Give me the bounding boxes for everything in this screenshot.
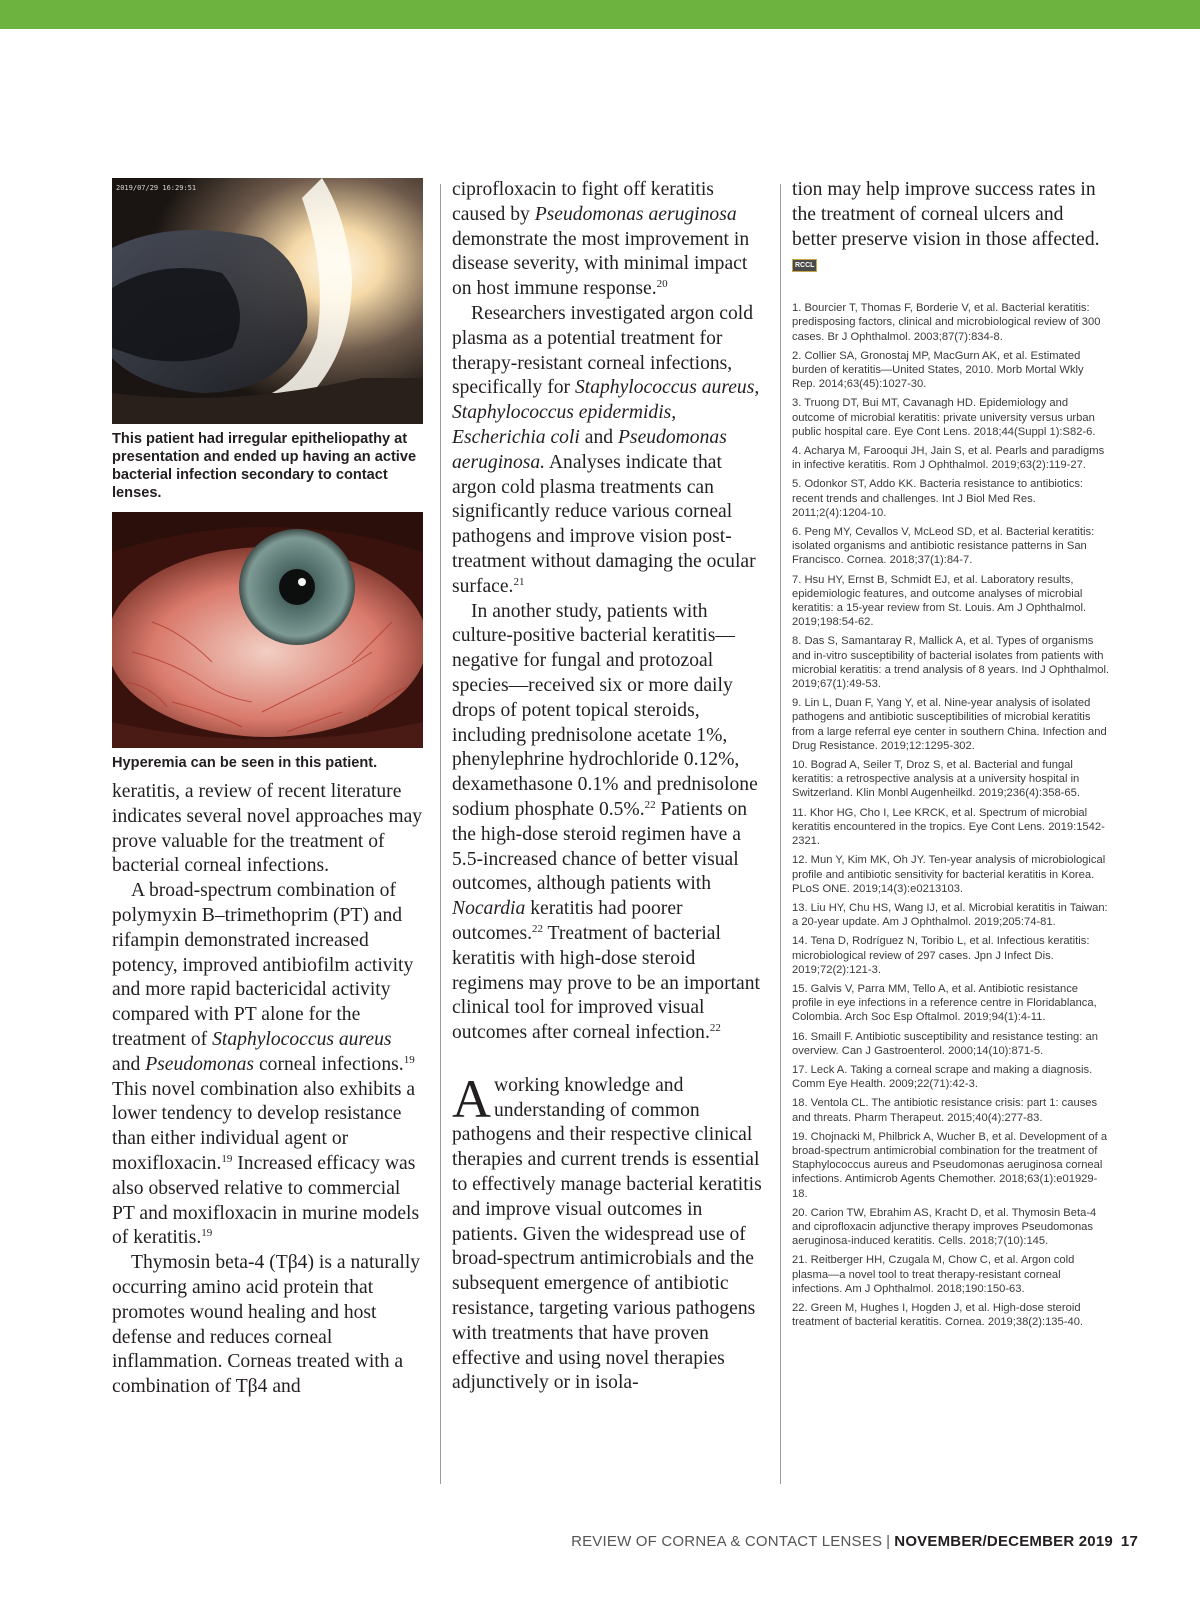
- reference-item: 15. Galvis V, Parra MM, Tello A, et al. Antibiotic resistance profile in eye infections in a reference centre in Floridablanca, Colombia. Arch Soc Esp Oftalmol. 2019;94(1):4-11.: [792, 982, 1097, 1024]
- reference-item: 16. Smaill F. Antibiotic susceptibility and resistance testing: an overview. Can J Gastroenterol. 2000;14(10):871-5.: [792, 1030, 1098, 1057]
- paragraph: Thymosin beta-4 (Tβ4) is a naturally occurring amino acid protein that promotes wound healing and host defense and reduces corneal inflammation. Corneas treated with a combination of Tβ4 and: [112, 1252, 421, 1398]
- reference-item: 4. Acharya M, Farooqui JH, Jain S, et al. Pearls and paradigms in infective keratitis. Rom J Ophthalmol. 2019;63(2):119-27.: [792, 445, 1105, 472]
- reference-item: 12. Mun Y, Kim MK, Oh JY. Ten-year analysis of microbiological profile and antibiotic sensitivity for bacterial keratitis in Korea. PLoS ONE. 2019;14(3):e0213103.: [792, 854, 1106, 895]
- publication-name: REVIEW OF CORNEA & CONTACT LENSES: [571, 1533, 883, 1550]
- paragraph: Researchers investigated argon cold plasma as a potential treatment for therapy-resistant corneal infections, specifically for Staphylococcus aureus, Staphylococcus epidermidis, Escherichia coli and Pseudomonas aeruginosa. Analyses indicate that argon cold plasma treatments can significantly reduce various corneal pathogens and improve vision post-treatment without damaging the ocular surface.$^{21}$: [452, 302, 760, 597]
- reference-item: 11. Khor HG, Cho I, Lee KRCK, et al. Spectrum of microbial keratitis encountered in the tropics. Eye Cont Lens. 2019:1542-2321.: [792, 806, 1105, 848]
- reference-item: 9. Lin L, Duan F, Yang Y, et al. Nine-year analysis of isolated pathogens and antibiotic susceptibilities of microbial keratitis from a large referral eye center in southern China. Infection and Drug Resistance. 2019;12:1295-302.: [792, 697, 1107, 752]
- column-3: [792, 178, 1110, 1334]
- paragraph: ciprofloxacin to fight off keratitis caused by Pseudomonas aeruginosa demonstrate the most improvement in disease severity, with minimal impact on host immune response.$^{20}$: [452, 179, 750, 300]
- reference-item: 20. Carion TW, Ebrahim AS, Kracht D, et al. Thymosin Beta-4 and ciprofloxacin adjunctive therapy improves Pseudomonas aeruginosa-induced keratitis. Cells. 2018;7(10):145.: [792, 1206, 1097, 1248]
- paragraph: In another study, patients with culture-positive bacterial keratitis—negative for fungal and protozoal species—received six or more daily drops of potent topical steroids, including prednisolone acetate 1%, phenylephrine hydrochloride 0.12%, dexamethasone 0.1% and prednisolone sodium phosphate 0.5%.$^{22}$ Patients on the high-dose steroid regimen have a 5.5-increased chance of better visual outcomes, although patients with Nocardia keratitis had poorer outcomes.$^{22}$ Treatment of bacterial keratitis with high-dose steroid regimens may prove to be an important clinical tool for improved visual outcomes after corneal infection.$^{22}$: [452, 600, 760, 1044]
- column-divider-1: [440, 184, 441, 1484]
- drop-cap: A: [452, 1068, 491, 1129]
- reference-item: 5. Odonkor ST, Addo KK. Bacteria resistance to antibiotics: recent trends and challenges. Int J Biol Med Res. 2011;2(4):1204-10.: [792, 478, 1084, 519]
- reference-item: 22. Green M, Hughes I, Hogden J, et al. High-dose steroid treatment of bacterial keratitis. Cornea. 2019;38(2):135-40.: [792, 1301, 1084, 1329]
- column-divider-2: [780, 184, 781, 1484]
- footer-separator: |: [886, 1533, 891, 1550]
- red-eye-image: [112, 512, 423, 748]
- page-number: 17: [1120, 1533, 1138, 1550]
- column-2-body: [452, 178, 770, 1396]
- reference-item: 17. Leck A. Taking a corneal scrape and making a diagnosis. Comm Eye Health. 2009;22(71):42-3.: [792, 1063, 1093, 1091]
- top-color-bar: [0, 0, 1200, 29]
- figure-epitheliopathy-photo: [112, 178, 423, 424]
- conclusion-paragraph: Aworking knowledge and understanding of common pathogens and their respective clinical therapies and current trends is essential to effectively manage bacterial keratitis and improve visual outcomes in patients. Given the widespread use of broad-spectrum antimicrobials and the subsequent emergence of antibiotic resistance, targeting various pathogens with treatments that have proven effective and using novel therapies adjunctively or in isola-: [452, 1068, 762, 1394]
- reference-item: 8. Das S, Samantaray R, Mallick A, et al. Types of organisms and in-vitro susceptibility of bacterial isolates from patients with microbial keratitis: a trend analysis of 8 years. Ind J Ophthalmol. 2019;67(1):49-53.: [792, 635, 1110, 691]
- reference-item: 6. Peng MY, Cevallos V, McLeod SD, et al. Bacterial keratitis: isolated organisms and antibiotic resistance patterns in San Francisco. Cornea. 2018;37(1):84-7.: [792, 526, 1095, 567]
- column-1: [112, 178, 423, 1400]
- figure-1-caption: This patient had irregular epitheliopathy at presentation and ended up having an active bacterial infection secondary to contact lenses.: [112, 431, 417, 501]
- paragraph: A broad-spectrum combination of polymyxin B–trimethoprim (PT) and rifampin demonstrated increased potency, improved antibiofilm activity and more rapid bactericidal activity compared with PT alone for the treatment of Staphylococcus aureus and Pseudomonas corneal infections.$^{19}$ This novel combination also exhibits a lower tendency to develop resistance than either individual agent or moxifloxacin.$^{19}$ Increased efficacy was also observed relative to commercial PT and moxifloxacin in murine models of keratitis.$^{19}$: [112, 880, 420, 1249]
- figure-2-caption: Hyperemia can be seen in this patient.: [112, 755, 378, 771]
- issue-date: NOVEMBER/DECEMBER 2019: [894, 1533, 1113, 1550]
- reference-item: 19. Chojnacki M, Philbrick A, Wucher B, et al. Development of a broad-spectrum antimicrobial combination for the treatment of Staphylococcus aureus and Pseudomonas aeruginosa corneal infections. Antimicrob Agents Chemother. 2018;63(1):e01929-18.: [792, 1130, 1108, 1200]
- reference-item: 14. Tena D, Rodríguez N, Toribio L, et al. Infectious keratitis: microbiological review of 297 cases. Jpn J Infect Dis. 2019;72(2):121-3.: [792, 935, 1090, 976]
- paragraph: keratitis, a review of recent literature indicates several novel approaches may prove valuable for the treatment of bacterial corneal infections.: [112, 781, 423, 877]
- eye-slit-lamp-image: [112, 178, 423, 424]
- reference-item: 1. Bourcier T, Thomas F, Borderie V, et al. Bacterial keratitis: predisposing factors, clinical and microbiological review of 300 cases. Br J Ophthalmol. 2003;87(7):834-8.: [792, 302, 1101, 343]
- photo-timestamp: 2019/07/29 16:29:51: [116, 184, 197, 192]
- end-mark-logo: RCCL: [792, 259, 817, 272]
- reference-item: 10. Bograd A, Seiler T, Droz S, et al. Bacterial and fungal keratitis: a retrospective analysis at a university hospital in Switzerland. Klin Monbl Augenheilkd. 2019;236(4):358-65.: [792, 759, 1080, 800]
- column-3-body: [792, 178, 1110, 277]
- paragraph: tion may help improve success rates in the treatment of corneal ulcers and better preserve vision in those affected. RCCL: [792, 178, 1110, 277]
- reference-item: 18. Ventola CL. The antibiotic resistance crisis: part 1: causes and threats. Pharm Therapeut. 2015;40(4):277-83.: [792, 1097, 1098, 1124]
- figure-hyperemia-photo: [112, 512, 423, 748]
- reference-item: 7. Hsu HY, Ernst B, Schmidt EJ, et al. Laboratory results, epidemiologic features, and outcome analyses of microbial keratitis: a 15-year review from St. Louis. Am J Ophthalmol. 2019;198:54-62.: [792, 573, 1087, 629]
- reference-item: 13. Liu HY, Chu HS, Wang IJ, et al. Microbial keratitis in Taiwan: a 20-year update. Am J Ophthalmol. 2019;205:74-81.: [792, 901, 1108, 929]
- column-2: [452, 178, 770, 1396]
- column-1-body: [112, 780, 423, 1400]
- reference-item: 2. Collier SA, Gronostaj MP, MacGurn AK, et al. Estimated burden of keratitis—United States, 2010. Morb Mortal Wkly Rep. 2014;63(45):1027-30.: [792, 349, 1084, 391]
- references-list: [792, 301, 1110, 1329]
- reference-item: 21. Reitberger HH, Czugala M, Chow C, et al. Argon cold plasma—a novel tool to treat therapy-resistant corneal infections. Am J Ophthalmol. 2018;190:150-63.: [792, 1254, 1075, 1295]
- page-footer: [571, 1533, 1138, 1550]
- reference-item: 3. Truong DT, Bui MT, Cavanagh HD. Epidemiology and outcome of microbial keratitis: private university versus urban public hospital care. Eye Cont Lens. 2018;44(Suppl 1):S82-6.: [792, 397, 1096, 438]
